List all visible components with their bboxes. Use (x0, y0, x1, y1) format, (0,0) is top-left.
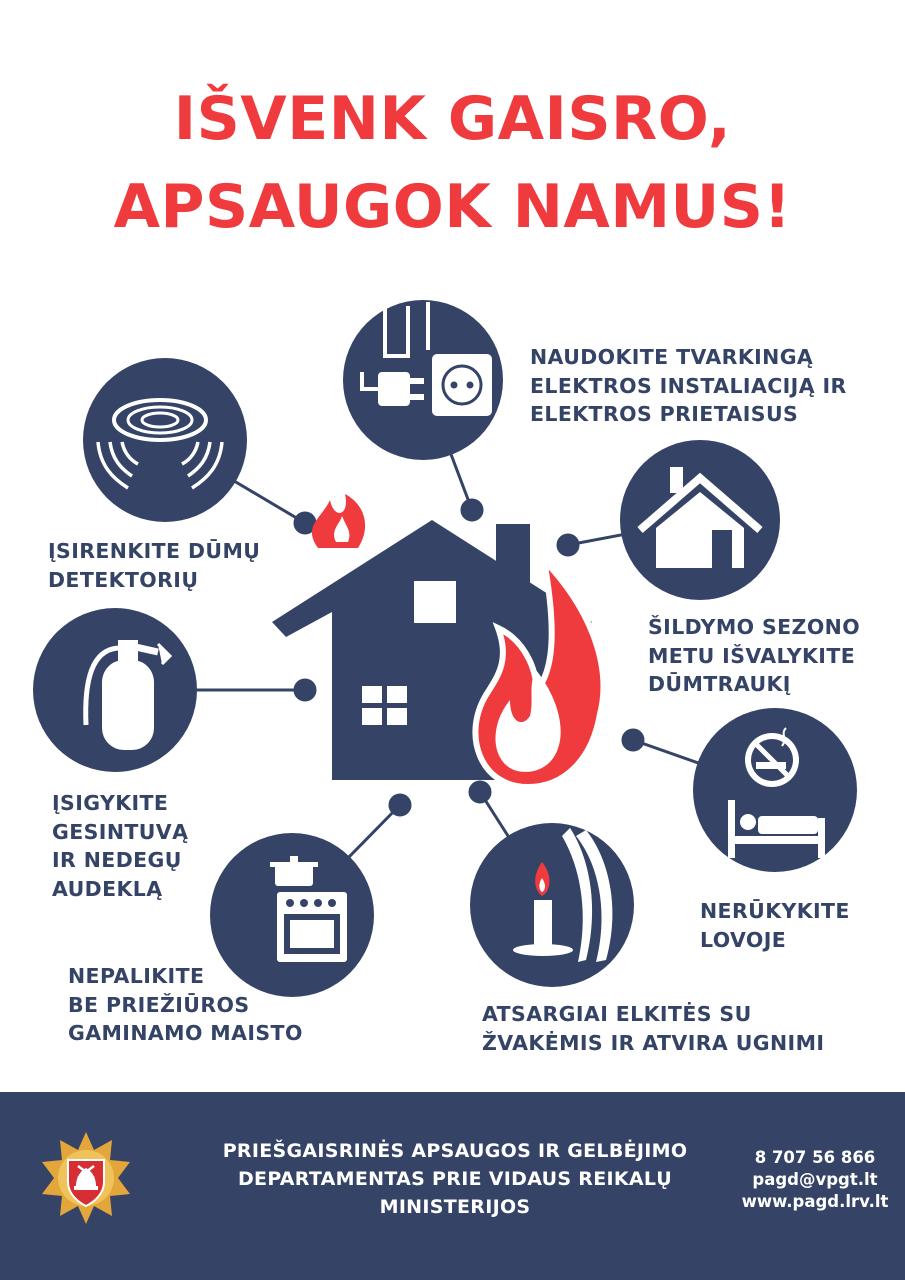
organization-name: PRIEŠGAISRINĖS APSAUGOS IR GELBĖJIMO DEPARTAMENTAS PRIE VIDAUS REIKALŲ MINISTERIJOS (222, 1140, 688, 1218)
tip-candles: ATSARGIAI ELKITĖS SU ŽVAKĖMIS IR ATVIRA UGNIMI (482, 1002, 825, 1055)
smoke-detector-icon (83, 358, 247, 522)
power-outlet-icon (343, 300, 503, 460)
burning-house-icon (272, 494, 603, 787)
fire-extinguisher-icon (33, 608, 197, 772)
candle-icon (470, 823, 634, 987)
email-address: pagd@vpgt.lt (752, 1170, 878, 1189)
contact-info (730, 1147, 900, 1213)
website-address: www.pagd.lrv.lt (741, 1192, 889, 1211)
poster-title-line-2: APSAUGOK NAMUS! (113, 172, 792, 242)
tip-no-smoking: NERŪKYKITE LOVOJE (700, 899, 850, 952)
tip-electrical: NAUDOKITE TVARKINGĄ ELEKTROS INSTALIACIJĄ IR ELEKTROS PRIETAISUS (530, 345, 847, 426)
tip-cooking: NEPALIKITE BE PRIEŽIŪROS GAMINAMO MAISTO (68, 964, 303, 1045)
tip-chimney: ŠILDYMO SEZONO METU IŠVALYKITE DŪMTRAUKĮ (648, 615, 861, 696)
phone-number: 8 707 56 866 (754, 1148, 876, 1167)
house-icon (620, 440, 780, 600)
tip-smoke-detector: ĮSIRENKITE DŪMŲ DETEKTORIŲ (48, 539, 261, 592)
fire-department-emblem (38, 1130, 134, 1226)
tip-extinguisher: ĮSIGYKITE GESINTUVĄ IR NEDEGŲ AUDEKLĄ (52, 791, 189, 901)
poster-title-line-1: IŠVENK GAISRO, (173, 84, 732, 154)
no-smoking-in-bed-icon (693, 708, 857, 872)
